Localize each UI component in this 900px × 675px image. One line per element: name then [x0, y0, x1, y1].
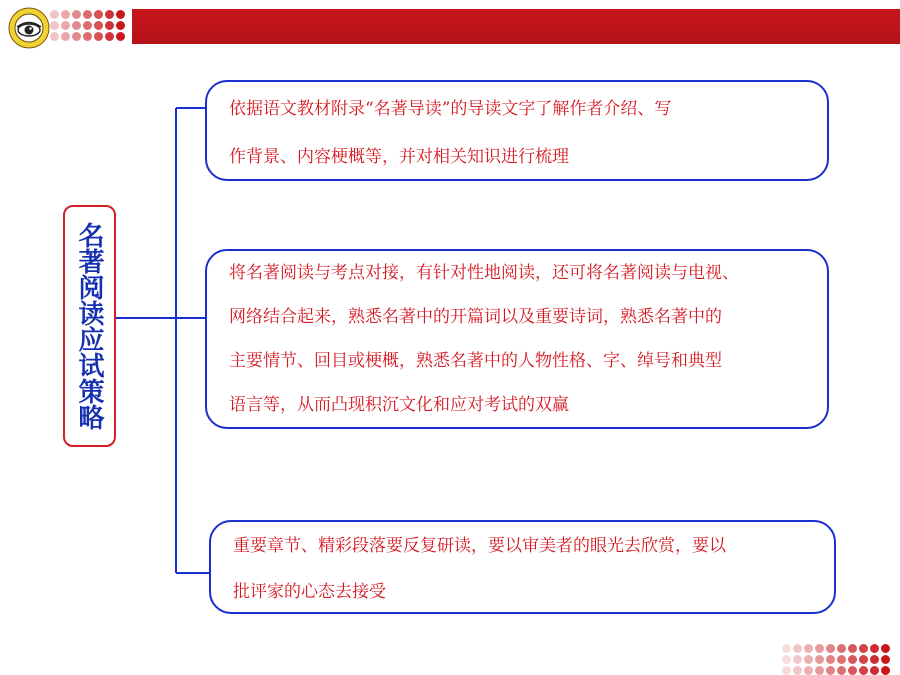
decorative-dot [881, 644, 890, 653]
decorative-dot [94, 32, 103, 41]
decorative-dot [61, 21, 70, 30]
decorative-dot [50, 10, 59, 19]
box2-line-2: 网络结合起来，熟悉名著中的开篇词以及重要诗词，熟悉名著中的 [229, 307, 722, 327]
decorative-dot [881, 655, 890, 664]
decorative-dot [105, 21, 114, 30]
decorative-dot [50, 32, 59, 41]
strategy-title: 名著阅读应试策略 [74, 222, 104, 430]
decorative-dot [870, 666, 879, 675]
decorative-dot [848, 644, 857, 653]
decorative-dot [804, 644, 813, 653]
box2-line-4: 语言等，从而凸现积沉文化和应对考试的双赢 [229, 395, 569, 415]
decorative-dot [815, 655, 824, 664]
header-bar [132, 9, 900, 44]
strategy-box-3 [209, 520, 836, 614]
decorative-dot [72, 21, 81, 30]
strategy-box-2 [205, 249, 829, 429]
decorative-dot [804, 666, 813, 675]
decorative-dot [793, 644, 802, 653]
box1-line-1: 依据语文教材附录“名著导读”的导读文字了解作者介绍、写 [229, 99, 672, 119]
box2-line-1: 将名著阅读与考点对接，有针对性地阅读，还可将名著阅读与电视、 [229, 263, 739, 283]
decorative-dot [50, 21, 59, 30]
decorative-dot [837, 644, 846, 653]
decorative-dot [83, 21, 92, 30]
box3-line-2: 批评家的心态去接受 [233, 582, 386, 602]
strategy-title-box [63, 205, 116, 447]
decorative-dot [61, 10, 70, 19]
decorative-dot [870, 644, 879, 653]
decorative-dot [782, 666, 791, 675]
decorative-dot [848, 655, 857, 664]
decorative-dot [116, 10, 125, 19]
decorative-dot [83, 32, 92, 41]
decorative-dot [94, 21, 103, 30]
decorative-dot [72, 32, 81, 41]
decorative-dot [94, 10, 103, 19]
decorative-dot [859, 655, 868, 664]
decorative-dot [793, 655, 802, 664]
decorative-dot [837, 666, 846, 675]
decorative-dot [870, 655, 879, 664]
decorative-dot [105, 32, 114, 41]
decorative-dot [782, 644, 791, 653]
decorative-dot [804, 655, 813, 664]
box3-line-1: 重要章节、精彩段落要反复研读，要以审美者的眼光去欣赏，要以 [233, 536, 726, 556]
decorative-dot [105, 10, 114, 19]
decorative-dot [116, 32, 125, 41]
decorative-dot [881, 666, 890, 675]
box1-line-2: 作背景、内容梗概等，并对相关知识进行梳理 [229, 147, 569, 167]
decorative-dot [815, 644, 824, 653]
decorative-dot [72, 10, 81, 19]
decorative-dot [826, 644, 835, 653]
decorative-dot [826, 666, 835, 675]
eye-logo-icon [8, 7, 50, 49]
decorative-dot [815, 666, 824, 675]
box2-line-3: 主要情节、回目或梗概，熟悉名著中的人物性格、字、绰号和典型 [229, 351, 722, 371]
decorative-dot [848, 666, 857, 675]
decorative-dot [837, 655, 846, 664]
decorative-dots-top [50, 10, 130, 45]
decorative-dot [859, 644, 868, 653]
decorative-dot [116, 21, 125, 30]
decorative-dot [859, 666, 868, 675]
decorative-dot [826, 655, 835, 664]
decorative-dot [782, 655, 791, 664]
decorative-dots-bottom [782, 644, 900, 672]
strategy-box-1 [205, 80, 829, 181]
decorative-dot [793, 666, 802, 675]
decorative-dot [83, 10, 92, 19]
decorative-dot [61, 32, 70, 41]
